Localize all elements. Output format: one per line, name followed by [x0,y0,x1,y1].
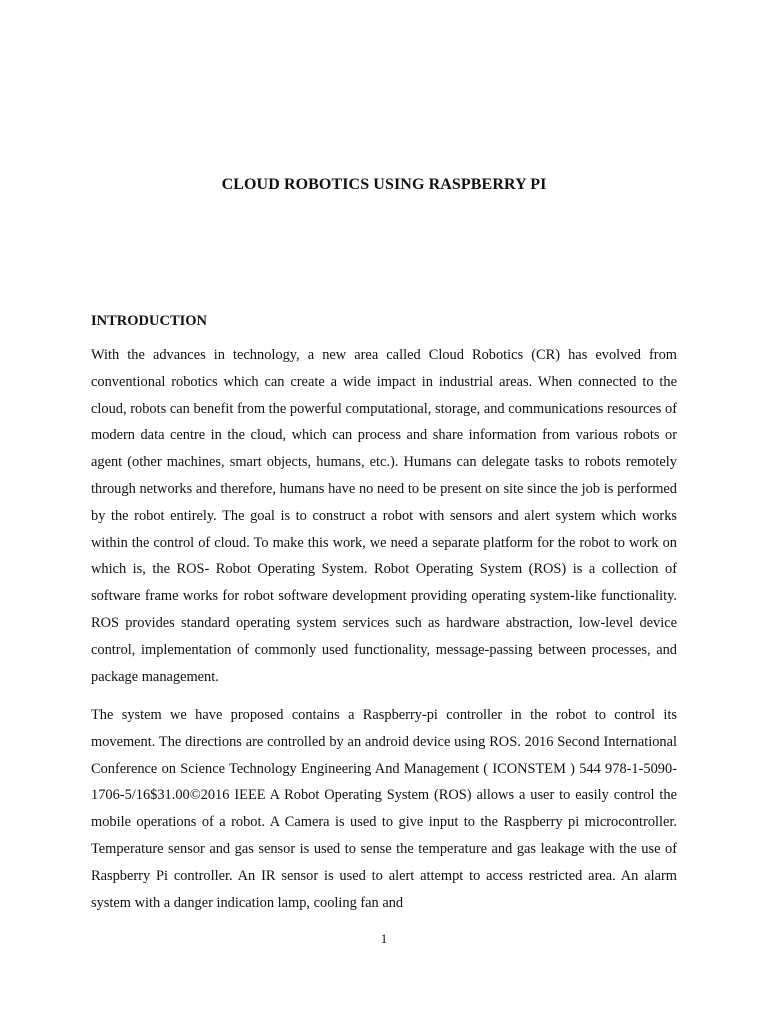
section-heading-introduction: INTRODUCTION [91,313,208,329]
paragraph-introduction-2: The system we have proposed contains a Raspberry-pi controller in the robot to control its movement. The directions are controlled by an android device using ROS. 2016 Second International Conference on Science Technology Engineering And Management ( ICONSTEM ) 544 978-1-5090-1706-5/16$31.00©2016 IEEE A Robot Operating System (ROS) allows a user to easily control the mobile operations of a robot. A Camera is used to give input to the Raspberry pi microcontroller. Temperature sensor and gas sensor is used to sense the temperature and gas leakage with the use of Raspberry Pi controller. An IR sensor is used to alert attempt to access restricted area. An alarm system with a danger indication lamp, cooling fan and [91,707,677,911]
page-number: 1 [380,931,388,946]
document-title: CLOUD ROBOTICS USING RASPBERRY PI [221,176,547,193]
paragraph-introduction-1: With the advances in technology, a new area called Cloud Robotics (CR) has evolved from conventional robotics which can create a wide impact in industrial areas. When connected to the cloud, robots can benefit from the powerful computational, storage, and communications resources of modern data centre in the cloud, which can process and share information from various robots or agent (other machines, smart objects, humans, etc.). Humans can delegate tasks to robots remotely through networks and therefore, humans have no need to be present on site since the job is performed by the robot entirely. The goal is to construct a robot with sensors and alert system which works within the control of cloud. To make this work, we need a separate platform for the robot to work on which is, the ROS- Robot Operating System. Robot Operating System (ROS) is a collection of software frame works for robot software development providing operating system-like functionality. ROS provides standard operating system services such as hardware abstraction, low-level device control, implementation of commonly used functionality, message-passing between processes, and package management. [91,347,677,685]
